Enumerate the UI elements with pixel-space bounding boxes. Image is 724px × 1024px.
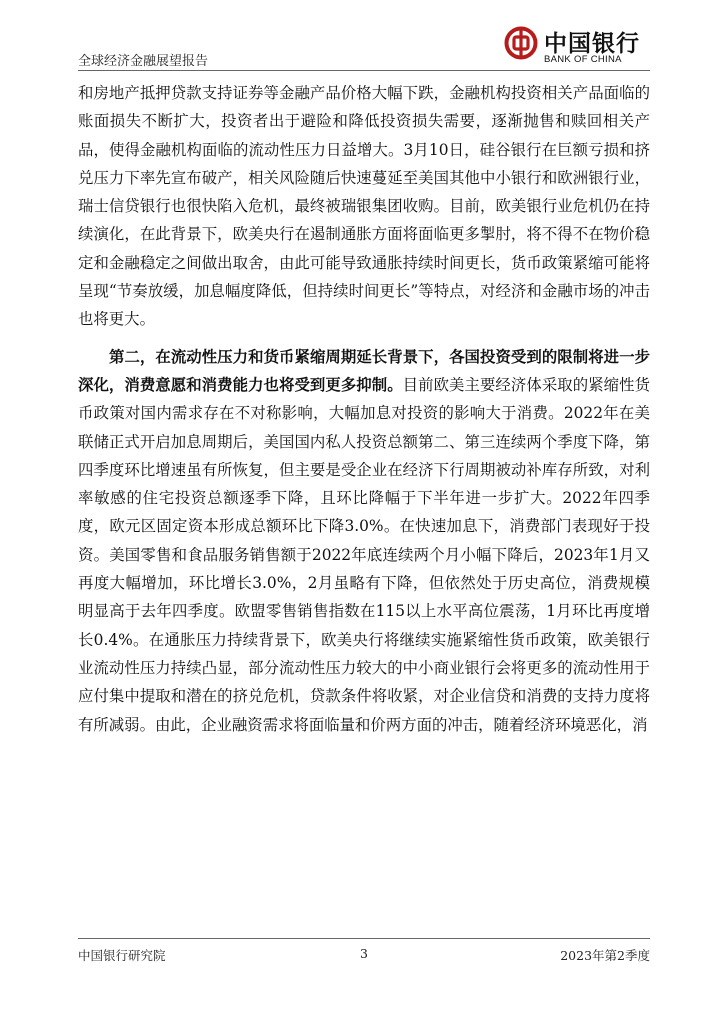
- header-divider: [78, 70, 650, 71]
- footer-divider: [78, 938, 650, 939]
- paragraph-2-text: 目前欧美主要经济体采取的紧缩性货币政策对国内需求存在不对称影响，大幅加息对投资的影响大于消费。2022年在美联储正式开启加息周期后，美国国内私人投资总额第二、第三连续两个季度下降，第四季度环比增速虽有所恢复，但主要是受企业在经济下行周期被动补库存所致，对利率敏感的住宅投资总额逐季下降，且环比降幅于下半年进一步扩大。2022年四季度，欧元区固定资本形成总额环比下降3.0%。在快速加息下，消费部门表现好于投资。美国零售和食品服务销售额于2022年底连续两个月小幅下降后，2023年1月又再度大幅增加，环比增长3.0%，2月虽略有下降，但依然处于历史高位，消费规模明显高于去年四季度。欧盟零售销售指数在115以上水平高位震荡，1月环比再度增长0.4%。在通胀压力持续背景下，欧美央行将继续实施紧缩性货币政策，欧美银行业流动性压力持续凸显，部分流动性压力较大的中小商业银行会将更多的流动性用于应付集中提取和潜在的挤兑危机，贷款条件将收紧，对企业信贷和消费的支持力度将有所减弱。由此，企业融资需求将面临量和价两方面的冲击，随着经济环境恶化，消: [78, 375, 650, 734]
- page-header: [78, 0, 650, 76]
- footer-period: 2023年第2季度: [560, 948, 650, 963]
- page-footer: [78, 938, 650, 963]
- bank-name-chinese: 中国银行: [544, 30, 640, 57]
- page-number: 3: [360, 946, 368, 961]
- bank-name-english: BANK OF CHINA: [544, 54, 622, 65]
- paragraph-1: 和房地产抵押贷款支持证券等金融产品价格大幅下跌，金融机构投资相关产品面临的账面损失不断扩大，投资者出于避险和降低投资损失需要，逐渐抛售和赎回相关产品，使得金融机构面临的流动性压力日益增大。3月10日，硅谷银行在巨额亏损和挤兑压力下率先宣布破产，相关风险随后快速蔓延至美国其他中小银行和欧洲银行业，瑞士信贷银行也很快陷入危机，最终被瑞银集团收购。目前，欧美银行业危机仍在持续演化，在此背景下，欧美央行在遏制通胀方面将面临更多掣肘，将不得不在物价稳定和金融稳定之间做出取舍，由此可能导致通胀持续时间更长，货币政策紧缩可能将呈现“节奏放缓，加息幅度降低，但持续时间更长”等特点，对经济和金融市场的冲击也将更大。: [78, 84, 650, 329]
- paragraph-2: [78, 343, 650, 739]
- report-title: 全球经济金融展望报告: [78, 54, 209, 69]
- bank-logo: [498, 22, 648, 66]
- footer-organization: 中国银行研究院: [78, 948, 166, 963]
- bank-of-china-logo-icon: [504, 26, 538, 60]
- paragraph-2-lead: 第二，在流动性压力和货币紧缩周期延长背景下，各国投资受到的限制将进一步深化，消费意愿和消费能力也将受到更多抑制。: [78, 347, 650, 394]
- document-body: [78, 79, 650, 739]
